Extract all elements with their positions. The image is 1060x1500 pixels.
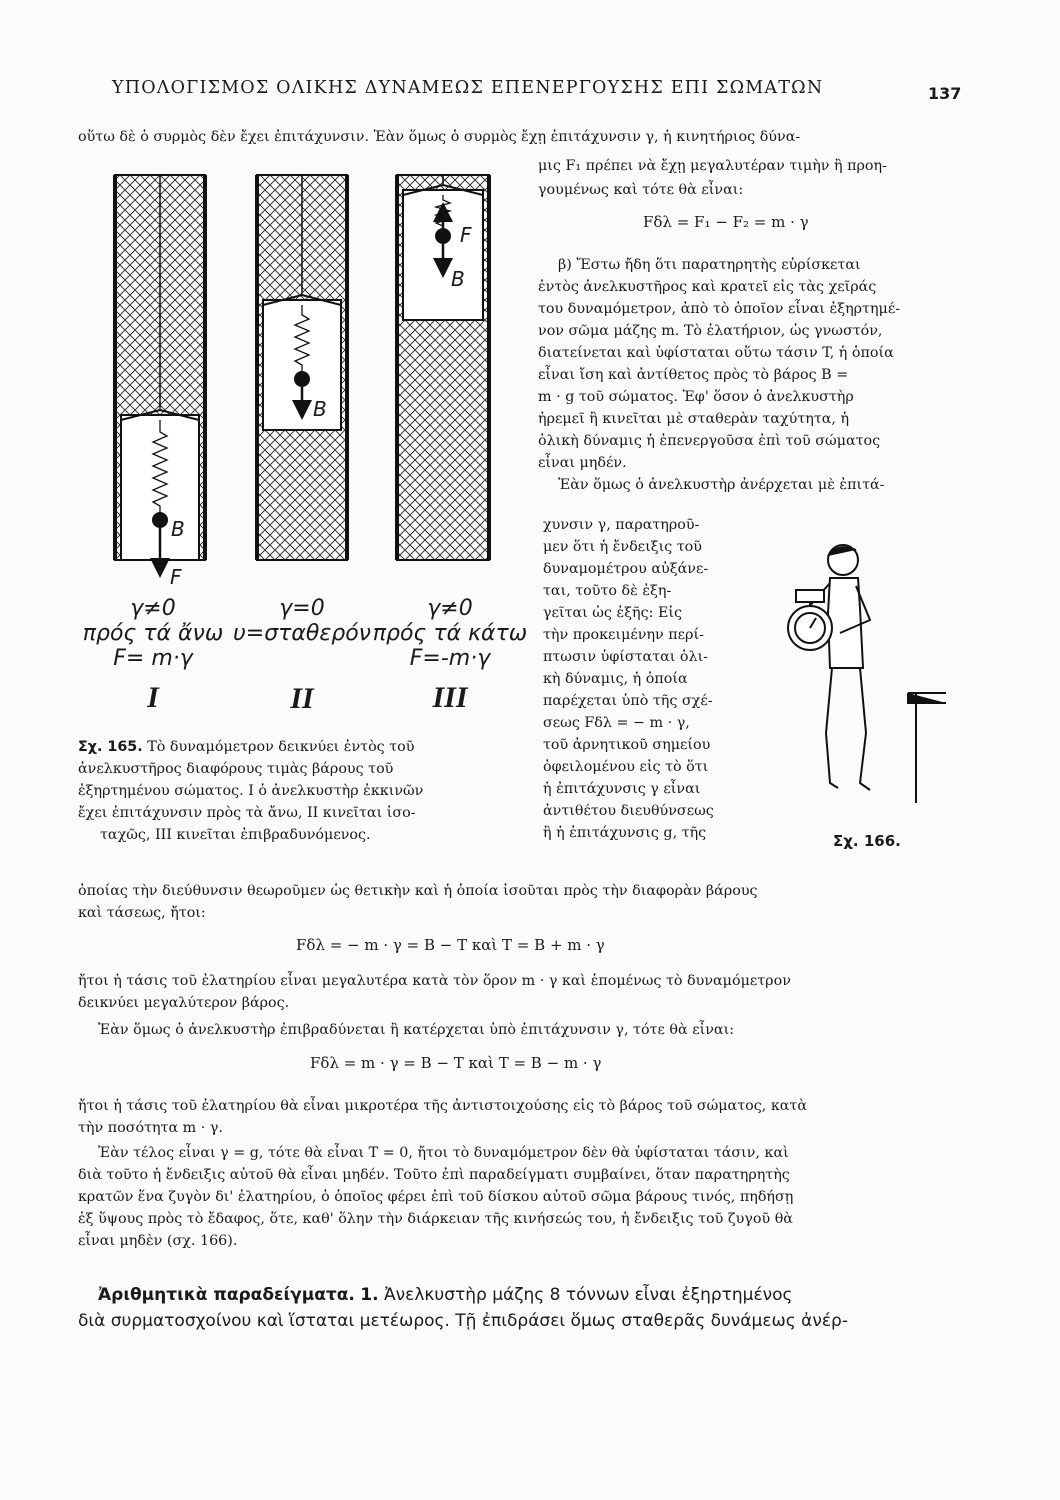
rc-line: β) Ἔστω ἤδη ὅτι παρατηρητὴς εὑρίσκεται xyxy=(558,257,861,273)
nc-line: ἀντιθέτου διευθύνσεως xyxy=(543,803,714,819)
nc-line: ἡ ἐπιτάχυνσις γ εἶναι xyxy=(543,781,701,797)
nc-line: ὀφειλομένου εἰς τὸ ὅτι xyxy=(543,759,709,775)
nc-line: δυναμομέτρου αὐξάνε- xyxy=(543,561,709,577)
p5-line-2: διὰ τοῦτο ἡ ἔνδειξις αὐτοῦ θὰ εἶναι μηδέν. Τοῦτο ἐπὶ παραδείγματι συμβαίνει, ὅταν παρατηρητὴς xyxy=(78,1167,790,1183)
panel-2-direction: υ=σταθερόν xyxy=(233,621,371,646)
panel-1-numeral: I xyxy=(147,681,159,714)
nc-line: γεῖται ὡς ἑξῆς: Εἰς xyxy=(543,605,683,621)
p5-line-1: Ἐὰν τέλος εἶναι γ = g, τότε θὰ εἶναι T = 0, ἤτοι τὸ δυναμόμετρον δὲν θὰ ὑφίσταται τάσιν, καὶ xyxy=(98,1145,789,1161)
rc-line: Ἐὰν ὅμως ὁ ἀνελκυστὴρ ἀνέρχεται μὲ ἐπιτά- xyxy=(558,477,885,493)
nc-line: ται, τοῦτο δὲ ἐξη- xyxy=(543,583,672,599)
p5-line-3: κρατῶν ἕνα ζυγὸν δι' ἐλατηρίου, ὁ ὁποῖος φέρει ἐπὶ τοῦ δίσκου αὐτοῦ σῶμα βάρους τινός, πηδήσῃ xyxy=(78,1189,794,1205)
narrow-column-text xyxy=(543,514,763,844)
panel-1-direction: πρός τά ἄνω xyxy=(82,621,224,646)
panel-3-direction: πρός τά κάτω xyxy=(372,621,528,646)
formula-1: Fδλ = − m · γ = B − T καὶ T = B + m · γ xyxy=(296,936,605,954)
p4-line-1: ἤτοι ἡ τάσις τοῦ ἐλατηρίου θὰ εἶναι μικροτέρα τῆς ἀντιστοιχούσης εἰς τὸ βάρος τοῦ σώματος, κατὰ xyxy=(78,1098,807,1114)
rc-line: ἠρεμεῖ ἢ κινεῖται μὲ σταθερὰν ταχύτητα, ἡ xyxy=(538,411,850,427)
elevator-panel-1 xyxy=(115,175,205,568)
rc-line: εἶναι ἴση καὶ ἀντίθετος πρὸς τὸ βάρος B = xyxy=(538,367,849,383)
caption-165-label: Σχ. 165. xyxy=(78,739,143,755)
nc-line: τοῦ ἀρνητικοῦ σημείου xyxy=(543,737,711,753)
nc-line: παρέχεται ὑπὸ τῆς σχέ- xyxy=(543,693,713,709)
nc-line: ἢ ἡ ἐπιτάχυνσις g, τῆς xyxy=(543,825,707,841)
panel-1-labels xyxy=(78,596,228,715)
panel-2-condition: γ=0 xyxy=(279,596,325,621)
panel-1-condition: γ≠0 xyxy=(130,596,176,621)
label-b-3: B xyxy=(451,267,465,291)
label-b-2: B xyxy=(313,397,327,421)
panel-2-equation xyxy=(222,646,382,672)
p2-line-2: δεικνύει μεγαλύτερον βάρος. xyxy=(78,995,290,1011)
caption-165-line: ἀνελκυστῆρος διαφόρους τιμὰς βάρους τοῦ xyxy=(78,761,394,777)
p2-line-1: ἤτοι ἡ τάσις τοῦ ἐλατηρίου εἶναι μεγαλυτέρα κατὰ τὸν ὅρον m · γ καὶ ἑπομένως τὸ δυναμόμετρον xyxy=(78,973,791,989)
caption-165-line: Τὸ δυναμόμετρον δεικνύει ἐντὸς τοῦ xyxy=(147,739,415,755)
figure-166-jumper xyxy=(768,538,948,818)
rc-line: εἶναι μηδέν. xyxy=(538,455,627,471)
p5-line-5: εἶναι μηδὲν (σχ. 166). xyxy=(78,1233,238,1249)
rc-line: του δυναμόμετρον, ἀπὸ τὸ ὁποῖον εἶναι ἐξηρτημέ- xyxy=(538,301,901,317)
formula-train: Fδλ = F₁ − F₂ = m · γ xyxy=(643,213,809,231)
right-column-text xyxy=(538,254,958,496)
examples-line-2: διὰ συρματοσχοίνου καὶ ἵσταται μετέωρος. Τῇ ἐπιδράσει ὅμως σταθερᾶς δυνάμεως ἀνέρ- xyxy=(78,1311,848,1331)
figure-166-caption: Σχ. 166. xyxy=(833,832,901,850)
panel-3-numeral: III xyxy=(432,681,468,714)
elevator-panel-2 xyxy=(257,175,347,560)
examples-number: 1. xyxy=(360,1285,379,1305)
nc-line: κὴ δύναμις, ἡ ὁποία xyxy=(543,671,688,687)
caption-165-line: ἐξηρτημένου σώματος. I ὁ ἀνελκυστὴρ ἐκκινῶν xyxy=(78,783,424,799)
nc-line: σεως Fδλ = − m · γ, xyxy=(543,715,690,731)
examples-line-1-text: Ἀνελκυστὴρ μάζης 8 τόννων εἶναι ἐξηρτημένος xyxy=(384,1285,793,1305)
panel-2-numeral: II xyxy=(290,682,314,715)
p1-line-1: ὁποίας τὴν διεύθυνσιν θεωροῦμεν ὡς θετικὴν καὶ ἡ ὁποία ἰσοῦται πρὸς τὴν διαφορὰν βάρους xyxy=(78,883,758,899)
caption-165-line: ταχῶς, III κινεῖται ἐπιβραδυνόμενος. xyxy=(100,827,371,843)
p4-line-2: τὴν ποσότητα m · γ. xyxy=(78,1120,223,1136)
p1-line-2: καὶ τάσεως, ἤτοι: xyxy=(78,905,206,921)
nc-line: πτωσιν ὑφίσταται ὁλι- xyxy=(543,649,709,665)
panel-3-labels xyxy=(370,596,530,715)
panel-3-condition: γ≠0 xyxy=(427,596,473,621)
rc-line: m · g τοῦ σώματος. Ἐφ' ὅσον ὁ ἀνελκυστὴρ xyxy=(538,389,854,405)
elevator-panel-3 xyxy=(397,175,489,560)
p3-line: Ἐὰν ὅμως ὁ ἀνελκυστὴρ ἐπιβραδύνεται ἢ κατέρχεται ὑπὸ ἐπιτάχυνσιν γ, τότε θὰ εἶναι: xyxy=(98,1022,735,1038)
caption-165-line: ἔχει ἐπιτάχυνσιν πρὸς τὰ ἄνω, II κινεῖται ἰσο- xyxy=(78,805,416,821)
nc-line: τὴν προκειμένην περί- xyxy=(543,627,704,643)
label-f-1: F xyxy=(170,565,182,589)
running-header: ΥΠΟΛΟΓΙΣΜΟΣ ΟΛΙΚΗΣ ΔΥΝΑΜΕΩΣ ΕΠΕΝΕΡΓΟΥΣΗΣ ΕΠΙ ΣΩΜΑΤΩΝ xyxy=(112,78,824,98)
figure-165-caption xyxy=(78,736,518,846)
intro-line-1: οὕτω δὲ ὁ συρμὸς δὲν ἔχει ἐπιτάχυνσιν. Ἐὰν ὅμως ὁ συρμὸς ἔχῃ ἐπιτάχυνσιν γ, ἡ κινητήριος δύνα- xyxy=(78,129,801,145)
label-f-3: F xyxy=(460,223,472,247)
formula-2: Fδλ = m · γ = B − T καὶ T = B − m · γ xyxy=(310,1054,602,1072)
nc-line: χυνσιν γ, παρατηροῦ- xyxy=(543,517,700,533)
panel-1-equation: F= m·γ xyxy=(113,646,193,671)
rc-line: ὁλικὴ δύναμις ἡ ἐπενεργοῦσα ἐπὶ τοῦ σώματος xyxy=(538,433,881,449)
rc-line: ἐντὸς ἀνελκυστῆρος καὶ κρατεῖ εἰς τὰς χεῖράς xyxy=(538,279,877,295)
p5-line-4: ἐξ ὕψους πρὸς τὸ ἔδαφος, ὅτε, καθ' ὅλην τὴν διάρκειαν τῆς κινήσεώς του, ἡ ἔνδειξις τοῦ ζυγοῦ θὰ xyxy=(78,1211,793,1227)
panel-3-equation: F=-m·γ xyxy=(409,646,491,671)
panel-2-labels xyxy=(222,596,382,716)
rc-line: νον σῶμα μάζης m. Τὸ ἐλατήριον, ὡς γνωστόν, xyxy=(538,323,883,339)
label-b-1: B xyxy=(171,517,185,541)
nc-line: μεν ὅτι ἡ ἔνδειξις τοῦ xyxy=(543,539,702,555)
rc-line: διατείνεται καὶ ὑφίσταται οὕτω τάσιν T, ἡ ὁποία xyxy=(538,345,894,361)
examples-line-1 xyxy=(98,1282,793,1308)
intro-line-2: μις F₁ πρέπει νὰ ἔχῃ μεγαλυτέραν τιμὴν ἢ προη- xyxy=(538,158,887,174)
intro-line-3: γουμένως καὶ τότε θὰ εἶναι: xyxy=(538,182,744,198)
examples-heading: Ἀριθμητικὰ παραδείγματα. xyxy=(98,1285,355,1305)
page-number: 137 xyxy=(928,84,962,103)
